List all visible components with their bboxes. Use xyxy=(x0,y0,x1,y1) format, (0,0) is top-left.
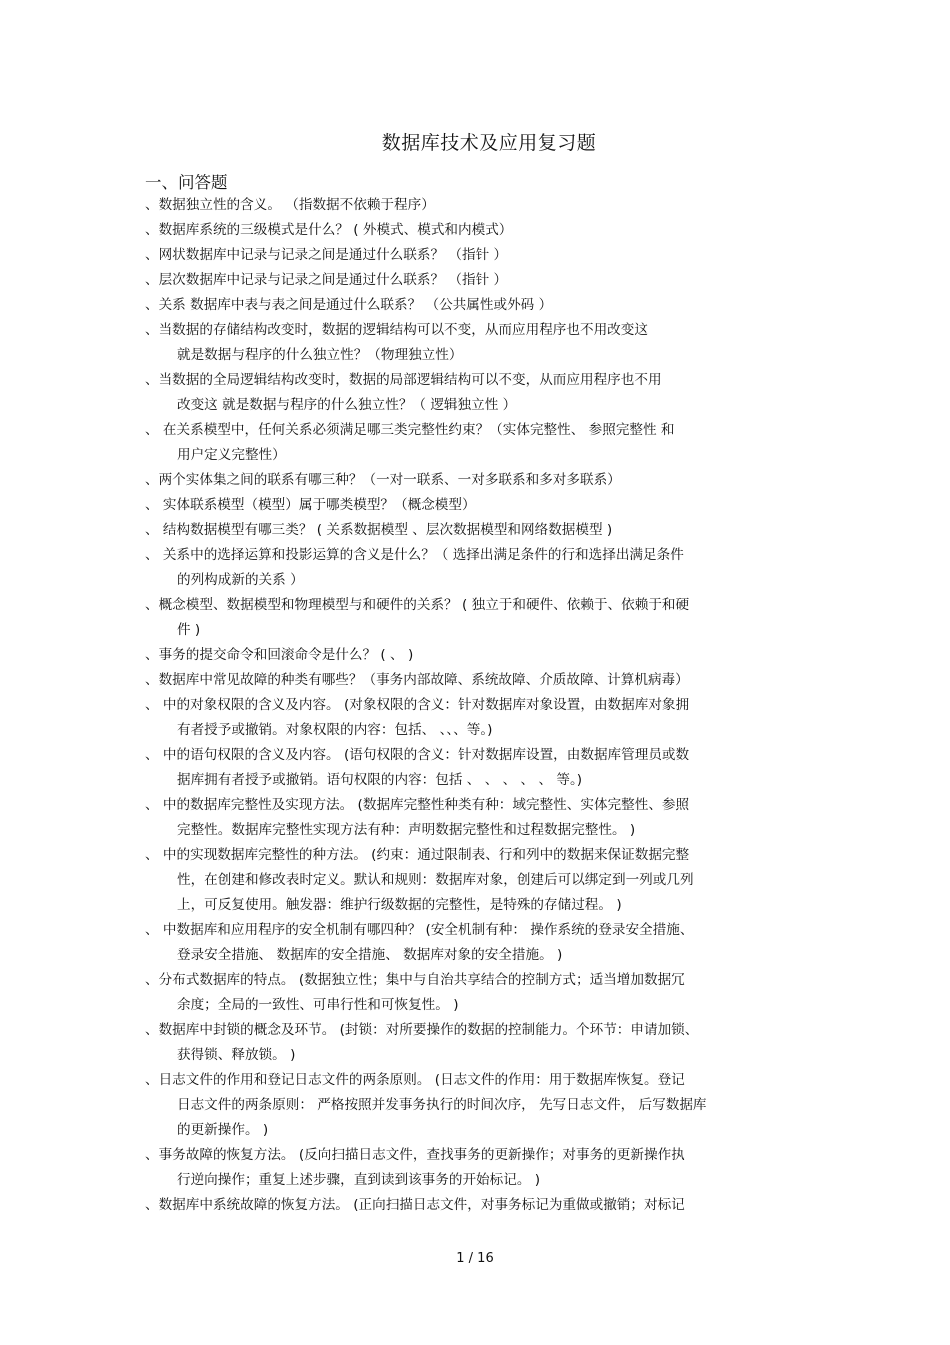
question-text: 、 在关系模型中，任何关系必须满足哪三类完整性约束？（实体完整性、 参照完整性 和 xyxy=(145,422,675,438)
question-item xyxy=(145,693,825,743)
question-text: 、事务的提交命令和回滚命令是什么？ ( 、 ) xyxy=(145,647,414,663)
question-item xyxy=(145,743,825,793)
page-title: 数据库技术及应用复习题 xyxy=(381,132,597,154)
question-text: 、层次数据库中记录与记录之间是通过什么联系？ （指针 ） xyxy=(145,272,508,288)
question-text: 、 实体联系模型（模型）属于哪类模型？（概念模型） xyxy=(145,497,476,513)
question-item xyxy=(145,1143,825,1193)
question-item xyxy=(145,243,825,268)
question-continuation: 就是数据与程序的什么独立性？（物理独立性） xyxy=(177,347,463,363)
question-continuation: 获得锁、释放锁。 ) xyxy=(177,1047,296,1063)
question-text: 、网状数据库中记录与记录之间是通过什么联系？ （指针 ） xyxy=(145,247,508,263)
section-heading: 一、问答题 xyxy=(145,173,228,192)
question-text: 、 关系中的选择运算和投影运算的含义是什么？（ 选择出满足条件的行和选择出满足条件 xyxy=(145,547,684,563)
question-continuation: 件 ) xyxy=(177,622,201,638)
question-continuation: 上，可反复使用。触发器：维护行级数据的完整性，是特殊的存储过程。 ) xyxy=(177,897,622,913)
question-text: 、 结构数据模型有哪三类？ ( 关系数据模型 、层次数据模型和网络数据模型 ) xyxy=(145,522,613,538)
question-continuation: 据库拥有者授予或撤销。语句权限的内容：包括 、 、 、 、 、 等。) xyxy=(177,772,583,788)
question-text: 、事务故障的恢复方法。 (反向扫描日志文件，查找事务的更新操作；对事务的更新操作执 xyxy=(145,1147,685,1163)
question-text: 、当数据的存储结构改变时，数据的逻辑结构可以不变，从而应用程序也不用改变这 xyxy=(145,322,648,338)
question-item xyxy=(145,1068,825,1143)
question-text: 、 中的实现数据库完整性的种方法。 (约束：通过限制表、行和列中的数据来保证数据完整 xyxy=(145,847,690,863)
question-text: 、数据库中封锁的概念及环节。 (封锁：对所要操作的数据的控制能力。个环节：申请加锁、 xyxy=(145,1022,699,1038)
question-continuation: 完整性。数据库完整性实现方法有种：声明数据完整性和过程数据完整性。 ) xyxy=(177,822,636,838)
question-item xyxy=(145,793,825,843)
question-item xyxy=(145,493,825,518)
question-text: 、数据独立性的含义。 （指数据不依赖于程序） xyxy=(145,197,435,213)
question-continuation: 用户定义完整性） xyxy=(177,447,286,463)
question-item xyxy=(145,668,825,693)
question-text: 、分布式数据库的特点。 (数据独立性；集中与自治共享结合的控制方式；适当增加数据冗 xyxy=(145,972,685,988)
question-text: 、数据库系统的三级模式是什么？ ( 外模式、模式和内模式） xyxy=(145,222,513,238)
question-text: 、数据库中系统故障的恢复方法。 (正向扫描日志文件，对事务标记为重做或撤销；对标记 xyxy=(145,1197,685,1213)
question-text: 、数据库中常见故障的种类有哪些？（事务内部故障、系统故障、介质故障、计算机病毒） xyxy=(145,672,689,688)
question-text: 、 中的对象权限的含义及内容。 (对象权限的含义：针对数据库对象设置，由数据库对象拥 xyxy=(145,697,690,713)
question-continuation: 性，在创建和修改表时定义。默认和规则：数据库对象，创建后可以绑定到一列或几列 xyxy=(177,872,694,888)
question-text: 、关系 数据库中表与表之间是通过什么联系？ （公共属性或外码 ） xyxy=(145,297,553,313)
question-item xyxy=(145,593,825,643)
question-continuation: 登录安全措施、 数据库的安全措施、 数据库对象的安全措施。 ) xyxy=(177,947,563,963)
question-continuation: 余度；全局的一致性、可串行性和可恢复性。 ) xyxy=(177,997,459,1013)
question-continuation: 有者授予或撤销。对象权限的内容：包括、 、、、等。) xyxy=(177,722,493,738)
question-item xyxy=(145,1193,825,1218)
question-item xyxy=(145,368,825,418)
question-item xyxy=(145,418,825,468)
question-text: 、日志文件的作用和登记日志文件的两条原则。 (日志文件的作用：用于数据库恢复。登记 xyxy=(145,1072,685,1088)
question-item xyxy=(145,1018,825,1068)
question-item xyxy=(145,843,825,918)
question-text: 、 中的语句权限的含义及内容。 (语句权限的含义：针对数据库设置，由数据库管理员或数 xyxy=(145,747,690,763)
question-text: 、 中数据库和应用程序的安全机制有哪四种？ (安全机制有种： 操作系统的登录安全措施、 xyxy=(145,922,694,938)
question-continuation: 日志文件的两条原则： 严格按照并发事务执行的时间次序， 先写日志文件， 后写数据库 xyxy=(177,1097,707,1113)
question-continuation: 的更新操作。 ) xyxy=(177,1122,269,1138)
question-item xyxy=(145,293,825,318)
question-item xyxy=(145,643,825,668)
question-continuation: 行逆向操作；重复上述步骤，直到读到该事务的开始标记。 ) xyxy=(177,1172,541,1188)
question-item xyxy=(145,218,825,243)
question-text: 、两个实体集之间的联系有哪三种？（一对一联系、一对多联系和多对多联系） xyxy=(145,472,621,488)
question-continuation: 改变这 就是数据与程序的什么独立性？（ 逻辑独立性 ） xyxy=(177,397,517,413)
question-item xyxy=(145,318,825,368)
question-text: 、 中的数据库完整性及实现方法。 (数据库完整性种类有种：域完整性、实体完整性、参照 xyxy=(145,797,690,813)
question-text: 、概念模型、数据模型和物理模型与和硬件的关系？ ( 独立于和硬件、依赖于、依赖于和硬 xyxy=(145,597,690,613)
page-number: 1 / 16 xyxy=(456,1251,494,1266)
question-list xyxy=(145,193,825,1218)
question-item xyxy=(145,268,825,293)
question-item xyxy=(145,193,825,218)
question-continuation: 的列构成新的关系 ） xyxy=(177,572,304,588)
question-item xyxy=(145,918,825,968)
question-item xyxy=(145,518,825,543)
question-item xyxy=(145,968,825,1018)
question-text: 、当数据的全局逻辑结构改变时，数据的局部逻辑结构可以不变，从而应用程序也不用 xyxy=(145,372,662,388)
question-item xyxy=(145,468,825,493)
question-item xyxy=(145,543,825,593)
